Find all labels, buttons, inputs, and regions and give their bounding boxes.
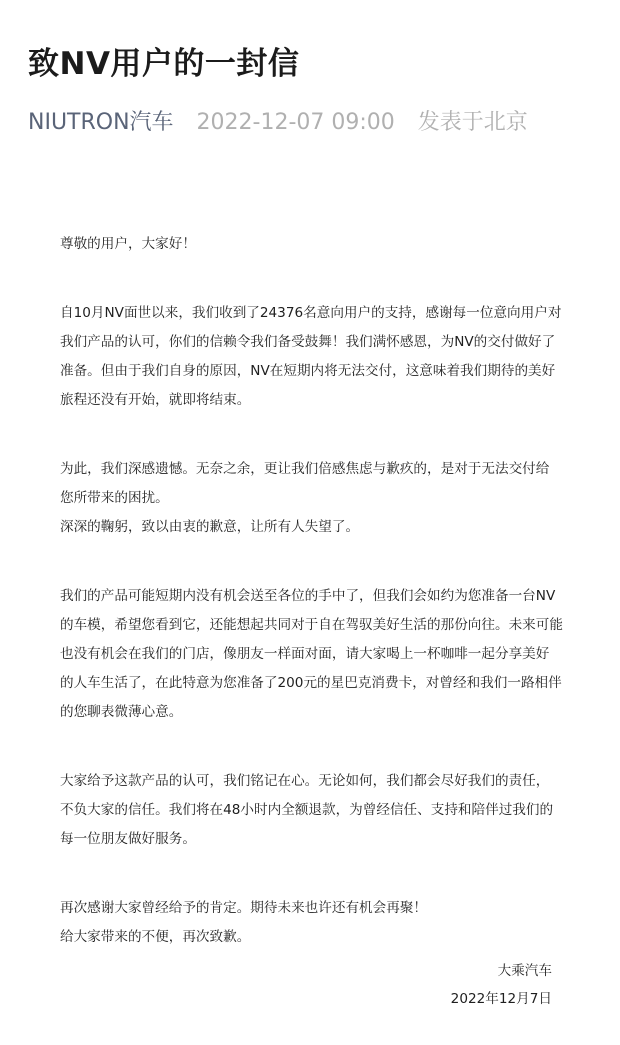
article-meta (28, 105, 528, 136)
paragraph-compensation (60, 582, 580, 727)
text-line: 的人车生活了，在此特意为您准备了200元的星巴克消费卡，对曾经和我们一路相伴 (60, 675, 562, 691)
paragraph-refund (60, 767, 580, 854)
letter-body (60, 230, 580, 952)
article-title: 致NV用户的一封信 (28, 46, 300, 82)
text-line: 的车模，希望您看到它，还能想起共同对于自在驾驭美好生活的那份向往。未来可能 (60, 617, 563, 633)
signature-date: 2022年12月7日 (450, 991, 552, 1007)
paragraph-thanks (60, 299, 580, 415)
text-line: 旅程还没有开始，就即将结束。 (60, 392, 251, 408)
paragraph-apology (60, 455, 580, 542)
signature-company: 大乘汽车 (497, 963, 552, 979)
text-line: 再次感谢大家曾经给予的肯定。期待未来也许还有机会再聚！ (60, 900, 428, 916)
author-name[interactable]: NIUTRON汽车 (28, 110, 174, 135)
paragraph-closing (60, 894, 580, 952)
text-line: 给大家带来的不便，再次致歉。 (60, 929, 251, 945)
letter-greeting: 尊敬的用户，大家好！ (60, 236, 196, 252)
text-line: 也没有机会在我们的门店，像朋友一样面对面，请大家喝上一杯咖啡一起分享美好 (60, 646, 550, 662)
text-line: 每一位朋友做好服务。 (60, 831, 196, 847)
text-line: 您所带来的困扰。 (60, 490, 169, 506)
text-line: 我们的产品可能短期内没有机会送至各位的手中了，但我们会如约为您准备一台NV (60, 588, 556, 604)
text-line: 的您聊表微薄心意。 (60, 704, 183, 720)
publish-location: 发表于北京 (417, 110, 528, 135)
text-line: 大家给予这款产品的认可，我们铭记在心。无论如何，我们都会尽好我们的责任， (60, 773, 550, 789)
text-line: 我们产品的认可，你们的信赖令我们备受鼓舞！我们满怀感恩，为NV的交付做好了 (60, 334, 556, 350)
text-line: 不负大家的信任。我们将在48小时内全额退款，为曾经信任、支持和陪伴过我们的 (60, 802, 554, 818)
text-line: 深深的鞠躬，致以由衷的歉意，让所有人失望了。 (60, 519, 360, 535)
text-line: 准备。但由于我们自身的原因，NV在短期内将无法交付，这意味着我们期待的美好 (60, 363, 556, 379)
text-line: 自10月NV面世以来，我们收到了24376名意向用户的支持，感谢每一位意向用户对 (60, 305, 562, 321)
publish-date: 2022-12-07 09:00 (196, 110, 395, 135)
text-line: 为此，我们深感遗憾。无奈之余，更让我们倍感焦虑与歉疚的，是对于无法交付给 (60, 461, 550, 477)
letter-signature (451, 957, 552, 1013)
